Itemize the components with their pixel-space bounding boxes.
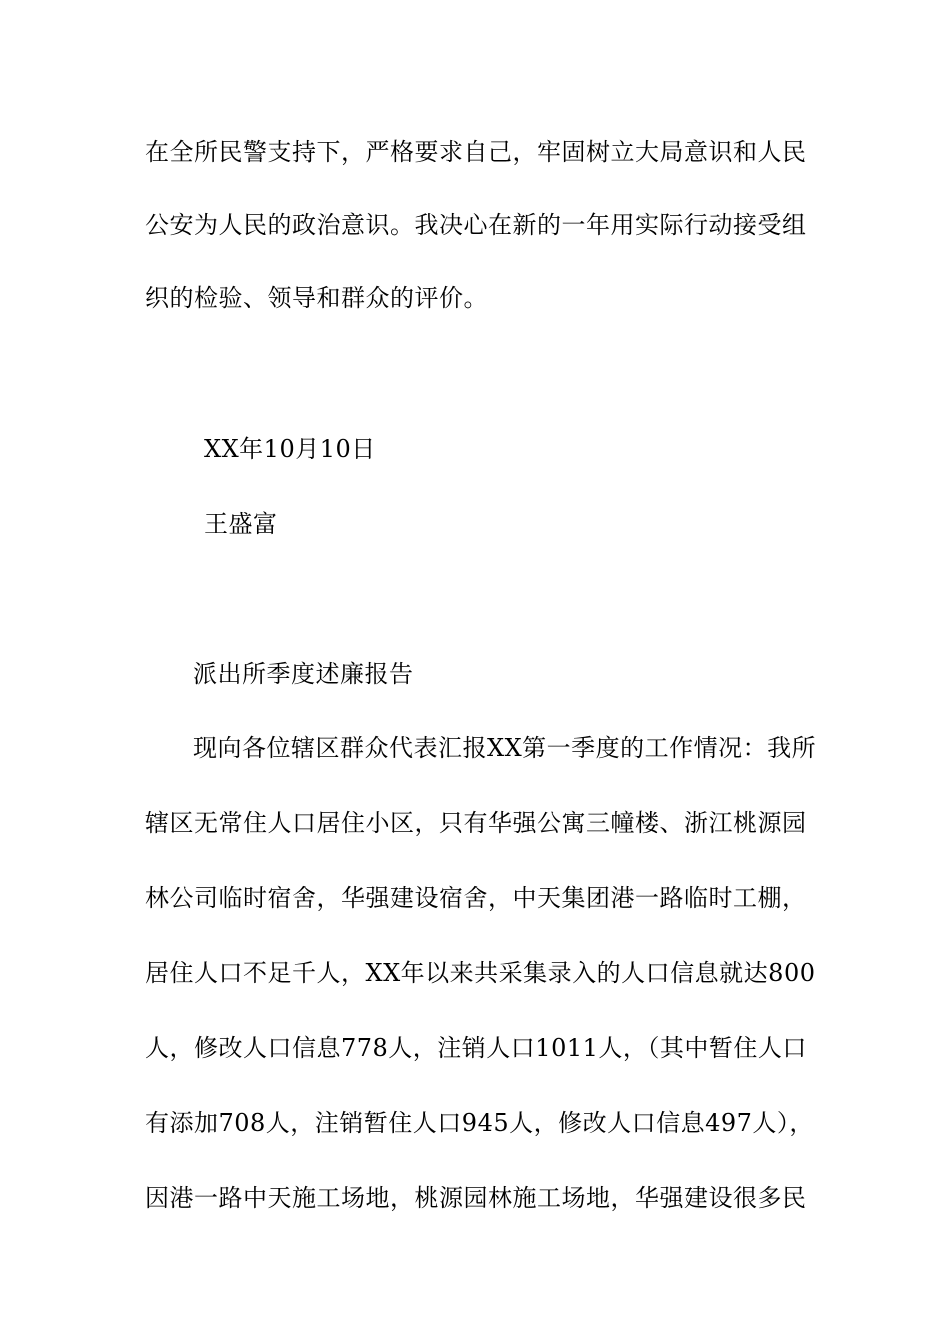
report-title: 派出所季度述廉报告 [193,660,414,688]
report-line: 现向各位辖区群众代表汇报XX第一季度的工作情况：我所 [193,734,817,762]
report-line: 人，修改人口信息778人，注销人口1011人，（其中暂住人口 [145,1034,807,1062]
signature-name: 王盛富 [204,510,278,538]
paragraph-line: 织的检验、领导和群众的评价。 [145,284,488,312]
report-line: 辖区无常住人口居住小区，只有华强公寓三幢楼、浙江桃源园 [145,809,807,837]
report-line: 居住人口不足千人，XX年以来共采集录入的人口信息就达800 [145,959,816,987]
report-line: 林公司临时宿舍，华强建设宿舍，中天集团港一路临时工棚， [145,884,807,912]
paragraph-line: 在全所民警支持下，严格要求自己，牢固树立大局意识和人民 [145,138,807,166]
signature-date: XX年10月10日 [204,435,376,463]
paragraph-line: 公安为人民的政治意识。我决心在新的一年用实际行动接受组 [145,211,807,239]
report-line: 有添加708人，注销暂住人口945人，修改人口信息497人）， [145,1109,814,1137]
report-line: 因港一路中天施工场地，桃源园林施工场地，华强建设很多民 [145,1184,807,1212]
